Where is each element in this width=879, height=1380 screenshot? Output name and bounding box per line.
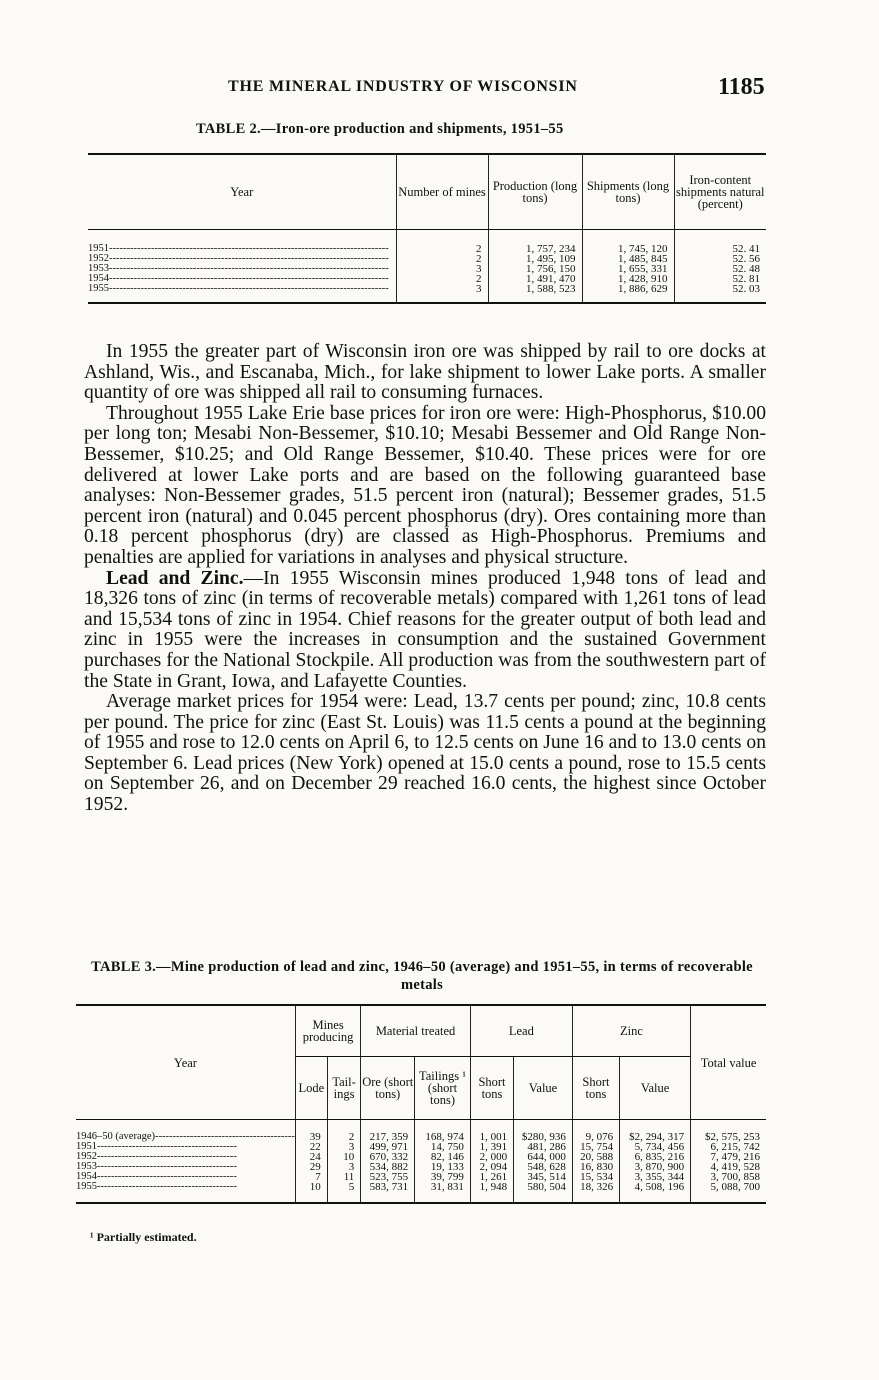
year-label: 1954 (76, 1172, 97, 1182)
total-value-cell: 4, 419, 528 (691, 1162, 766, 1172)
iron-content-cell: 52. 48 (674, 264, 766, 274)
lead-value-cell: 481, 286 (514, 1142, 573, 1152)
production-cell: 1, 588, 523 (488, 284, 582, 303)
year-cell (88, 264, 396, 274)
lode-cell: 10 (295, 1182, 327, 1203)
table-row (88, 230, 766, 255)
column-header-total-value: Total value (691, 1005, 766, 1120)
dot-leader: -------------------------------------------------------------------------------- (109, 254, 389, 264)
column-header-production: Production (long tons) (488, 154, 582, 230)
production-cell: 1, 756, 150 (488, 264, 582, 274)
year-cell (76, 1182, 295, 1203)
lead-tons-cell: 1, 391 (470, 1142, 513, 1152)
year-cell (76, 1172, 295, 1182)
ore-cell: 499, 971 (361, 1142, 415, 1152)
lead-tons-cell: 2, 094 (470, 1162, 513, 1172)
lead-value-cell: 580, 504 (514, 1182, 573, 1203)
year-cell (88, 274, 396, 284)
lead-tons-cell: 1, 948 (470, 1182, 513, 1203)
dot-leader: ---------------------------------------- (97, 1142, 237, 1152)
iron-ore-table (88, 153, 766, 304)
iron-content-cell: 52. 56 (674, 254, 766, 264)
dot-leader: ---------------------------------------- (97, 1182, 237, 1192)
year-cell (88, 284, 396, 303)
year-cell (76, 1120, 295, 1143)
tailings-tons-cell: 168, 974 (415, 1120, 471, 1143)
iron-content-cell: 52. 41 (674, 230, 766, 255)
lead-value-cell: 345, 514 (514, 1172, 573, 1182)
shipments-cell: 1, 428, 910 (582, 274, 674, 284)
column-header-ore: Ore (short tons) (361, 1057, 415, 1120)
year-cell (88, 254, 396, 264)
tailings-tons-cell: 14, 750 (415, 1142, 471, 1152)
zinc-value-cell: 5, 734, 456 (620, 1142, 691, 1152)
year-cell (88, 230, 396, 255)
mines-cell: 2 (396, 230, 488, 255)
mines-cell: 2 (396, 254, 488, 264)
total-value-cell: 5, 088, 700 (691, 1182, 766, 1203)
year-cell (76, 1162, 295, 1172)
zinc-tons-cell: 15, 754 (572, 1142, 619, 1152)
table-row (76, 1120, 766, 1143)
year-label: 1946–50 (average) (76, 1131, 156, 1142)
column-header-iron-content: Iron-content shipments natural (percent) (674, 154, 766, 230)
zinc-tons-cell: 18, 326 (572, 1182, 619, 1203)
column-header-lead: Lead (470, 1005, 572, 1057)
lode-cell: 7 (295, 1172, 327, 1182)
column-header-zinc-tons: Short tons (572, 1057, 619, 1120)
table-row (76, 1182, 766, 1203)
dot-leader: -------------------------------------------------------------------------------- (109, 243, 389, 254)
year-label: 1953 (88, 264, 109, 274)
total-value-cell: 6, 215, 742 (691, 1142, 766, 1152)
lead-tons-cell: 1, 261 (470, 1172, 513, 1182)
column-header-lead-tons: Short tons (470, 1057, 513, 1120)
lode-cell: 39 (295, 1120, 327, 1143)
lead-tons-cell: 1, 001 (470, 1120, 513, 1143)
lode-cell: 29 (295, 1162, 327, 1172)
column-header-mines: Number of mines (396, 154, 488, 230)
ore-cell: 670, 332 (361, 1152, 415, 1162)
total-value-cell: $2, 575, 253 (691, 1120, 766, 1143)
iron-content-cell: 52. 03 (674, 284, 766, 303)
lead-value-cell: $280, 936 (514, 1120, 573, 1143)
running-head: THE MINERAL INDUSTRY OF WISCONSIN (228, 78, 578, 95)
dot-leader: ---------------------------------------- (97, 1152, 237, 1162)
tailings-cell: 10 (327, 1152, 360, 1162)
year-label: 1952 (88, 254, 109, 264)
zinc-tons-cell: 16, 830 (572, 1162, 619, 1172)
shipments-cell: 1, 655, 331 (582, 264, 674, 274)
table-3-caption: TABLE 3.—Mine production of lead and zinc, 1946–50 (average) and 1951–55, in terms of recoverable metals (91, 959, 753, 993)
paragraph-market-prices: Average market prices for 1954 were: Lead, 13.7 cents per pound; zinc, 10.8 cents per pound. The price for zinc (East St. Louis) was 11.5 cents a pound at the beginning of 1955 and rose to 12.0 cents on April 6, to 12.5 cents on June 16 and to 13.0 cents on September 6. Lead prices (New York) opened at 15.0 cents a pound, rose to 15.5 cents on September 26, and on December 29 reached 16.0 cents, the highest since October 1952. (84, 691, 766, 816)
column-header-material-treated: Material treated (361, 1005, 471, 1057)
dot-leader: -------------------------------------------------------------------------------- (109, 264, 389, 274)
tailings-cell: 2 (327, 1120, 360, 1143)
zinc-tons-cell: 15, 534 (572, 1172, 619, 1182)
ore-cell: 523, 755 (361, 1172, 415, 1182)
year-label: 1951 (88, 243, 109, 254)
production-cell: 1, 495, 109 (488, 254, 582, 264)
column-header-zinc-value: Value (620, 1057, 691, 1120)
lead-value-cell: 644, 000 (514, 1152, 573, 1162)
year-cell (76, 1142, 295, 1152)
tailings-tons-cell: 19, 133 (415, 1162, 471, 1172)
ore-cell: 217, 359 (361, 1120, 415, 1143)
shipments-cell: 1, 485, 845 (582, 254, 674, 264)
mines-cell: 2 (396, 274, 488, 284)
production-cell: 1, 491, 470 (488, 274, 582, 284)
table-row (88, 284, 766, 303)
zinc-value-cell: 4, 508, 196 (620, 1182, 691, 1203)
footnote: ¹ Partially estimated. (90, 1230, 197, 1244)
column-header-zinc: Zinc (572, 1005, 690, 1057)
lead-tons-cell: 2, 000 (470, 1152, 513, 1162)
zinc-value-cell: 3, 355, 344 (620, 1172, 691, 1182)
year-label: 1952 (76, 1152, 97, 1162)
zinc-value-cell: 3, 870, 900 (620, 1162, 691, 1172)
paragraph-lead-zinc (84, 569, 766, 693)
column-header-lode: Lode (295, 1057, 327, 1120)
year-label: 1954 (88, 274, 109, 284)
column-header-tailings: Tail-ings (327, 1057, 360, 1120)
year-label: 1953 (76, 1162, 97, 1172)
dot-leader: -------------------------------------------------------------------------------- (109, 284, 389, 294)
paragraph-ore-shipping: In 1955 the greater part of Wisconsin iron ore was shipped by rail to ore docks at Ashland, Wis., and Escanaba, Mich., for lake shipment to lower Lake ports. A smaller quantity of ore was shipped all rail to consuming furnaces. (84, 341, 766, 404)
year-label: 1955 (88, 284, 109, 294)
lead-value-cell: 548, 628 (514, 1162, 573, 1172)
paragraph-base-prices: Throughout 1955 Lake Erie base prices for iron ore were: High-Phosphorus, $10.00 per long ton; Mesabi Non-Bessemer, $10.10; Mesabi Bessemer and Old Range Non-Bessemer, $10.25; and Old Range Bessemer, $10.40. These prices were for ore delivered at lower Lake ports and are based on the following guaranteed base analyses: Non-Bessemer grades, 51.5 percent iron (natural); Bessemer grades, 51.5 percent iron (natural) and 0.045 percent phosphorus (dry). Ores containing more than 0.18 percent phosphorus (dry) are classed as High-Phosphorus. Premiums and penalties are applied for variations in analyses and physical structure. (84, 402, 766, 568)
zinc-value-cell: $2, 294, 317 (620, 1120, 691, 1143)
total-value-cell: 3, 700, 858 (691, 1172, 766, 1182)
column-header-tailings-tons: Tailings ¹ (short tons) (415, 1057, 471, 1120)
paragraph-lead-zinc-text: —In 1955 Wisconsin mines produced 1,948 tons of lead and 18,326 tons of zinc (in terms of recoverable metals) compared with 1,261 tons of lead and 15,534 tons of zinc in 1954. Chief reasons for the greater output of both lead and zinc in 1955 were the increases in consumption and the sustained Government purchases for the National Stockpile. All production was from the southwestern part of the State in Grant, Iowa, and Lafayette Counties. (84, 567, 766, 692)
run-in-heading: Lead and Zinc. (106, 567, 244, 589)
column-header-year: Year (76, 1005, 295, 1120)
zinc-value-cell: 6, 835, 216 (620, 1152, 691, 1162)
production-cell: 1, 757, 234 (488, 230, 582, 255)
page-number: 1185 (718, 74, 765, 100)
tailings-cell: 11 (327, 1172, 360, 1182)
body-text (84, 342, 766, 816)
year-label: 1951 (76, 1142, 97, 1152)
column-header-year: Year (88, 154, 396, 230)
year-label: 1955 (76, 1182, 97, 1192)
shipments-cell: 1, 886, 629 (582, 284, 674, 303)
column-header-shipments: Shipments (long tons) (582, 154, 674, 230)
dot-leader: ---------------------------------------- (97, 1172, 237, 1182)
lode-cell: 24 (295, 1152, 327, 1162)
dot-leader: ---------------------------------------- (155, 1131, 295, 1142)
shipments-cell: 1, 745, 120 (582, 230, 674, 255)
lead-zinc-table (76, 1004, 766, 1204)
tailings-tons-cell: 82, 146 (415, 1152, 471, 1162)
tailings-cell: 5 (327, 1182, 360, 1203)
column-header-lead-value: Value (514, 1057, 573, 1120)
tailings-cell: 3 (327, 1162, 360, 1172)
tailings-tons-cell: 31, 831 (415, 1182, 471, 1203)
iron-content-cell: 52. 81 (674, 274, 766, 284)
total-value-cell: 7, 479, 216 (691, 1152, 766, 1162)
lode-cell: 22 (295, 1142, 327, 1152)
tailings-tons-cell: 39, 799 (415, 1172, 471, 1182)
ore-cell: 583, 731 (361, 1182, 415, 1203)
mines-cell: 3 (396, 284, 488, 303)
zinc-tons-cell: 9, 076 (572, 1120, 619, 1143)
table-2-caption: TABLE 2.—Iron-ore production and shipments, 1951–55 (196, 121, 564, 137)
column-header-mines-producing: Mines producing (295, 1005, 360, 1057)
dot-leader: -------------------------------------------------------------------------------- (109, 274, 389, 284)
zinc-tons-cell: 20, 588 (572, 1152, 619, 1162)
ore-cell: 534, 882 (361, 1162, 415, 1172)
tailings-cell: 3 (327, 1142, 360, 1152)
year-cell (76, 1152, 295, 1162)
dot-leader: ---------------------------------------- (97, 1162, 237, 1172)
mines-cell: 3 (396, 264, 488, 274)
